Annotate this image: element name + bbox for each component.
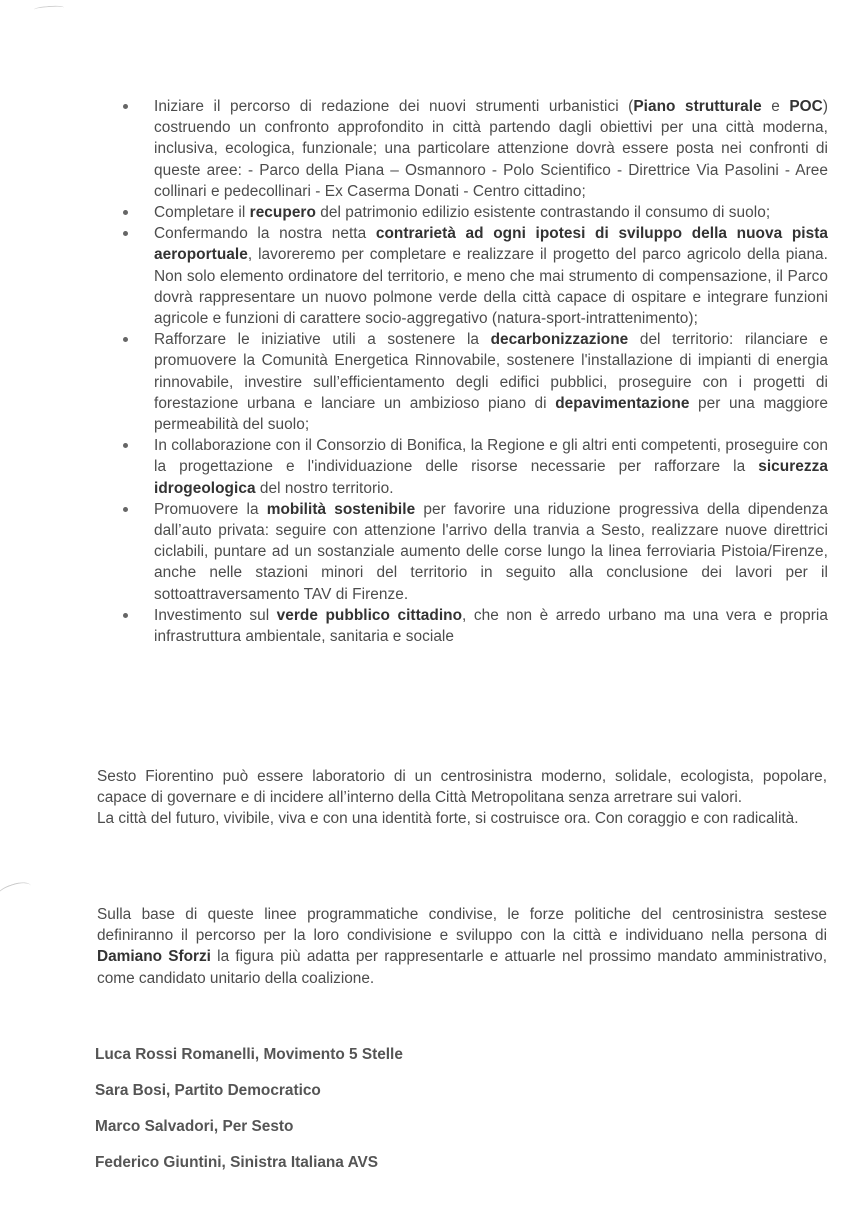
scan-artifact-mark — [34, 5, 64, 12]
closing-paragraph-candidate: Sulla base di queste linee programmatiche condivise, le forze politiche del centrosinistra sestese definiranno il percorso per la loro condivisione e sviluppo con la città e individuano nella persona di Damiano Sforzi la figura più adatta per rappresentarle e attuarle nel prossimo mandato amministrativo, come candidato unitario della coalizione. — [97, 906, 827, 987]
bullet-item-urban-planning: Iniziare il percorso di redazione dei nuovi strumenti urbanistici (Piano strutturale e POC) costruendo un confronto approfondito in città partendo dagli obiettivi per una città moderna, inclusiva, ecologica, funzionale; una particolare attenzione dovrà essere posta nei confronti di queste aree: - Parco della Piana – Osmannoro - Polo Scientifico - Direttrice Via Pasolini - Aree collinari e pedecollinari - Ex Caserma Donati - Centro cittadino; — [116, 96, 828, 202]
bullet-dot-icon — [123, 613, 128, 618]
bullet-dot-icon — [123, 337, 128, 342]
bullet-dot-icon — [123, 231, 128, 236]
bullet-item-hydrogeological-safety: In collaborazione con il Consorzio di Bonifica, la Regione e gli altri enti competenti, proseguire con la progettazione e l'individuazione delle risorse necessarie per rafforzare la sicurezza idrogeologica del nostro territorio. — [116, 435, 828, 499]
signatory: Luca Rossi Romanelli, Movimento 5 Stelle — [95, 1046, 403, 1063]
bullet-item-public-green: Investimento sul verde pubblico cittadino, che non è arredo urbano ma una vera e propria infrastruttura ambientale, sanitaria e sociale — [116, 605, 828, 647]
bullet-item-airport-opposition: Confermando la nostra netta contrarietà ad ogni ipotesi di sviluppo della nuova pista aeroportuale, lavoreremo per completare e realizzare il progetto del parco agricolo della piana. Non solo elemento ordinatore del territorio, e meno che mai strumento di compensazione, il Parco dovrà rappresentare un nuovo polmone verde della città capace di ospitare e integrare funzioni agricole e funzioni di carattere socio-aggregativo (natura-sport-intrattenimento); — [116, 223, 828, 329]
bullet-dot-icon — [123, 210, 128, 215]
signatory: Federico Giuntini, Sinistra Italiana AVS — [95, 1154, 379, 1171]
bullet-item-decarbonization: Rafforzare le iniziative utili a sostenere la decarbonizzazione del territorio: rilanciare e promuovere la Comunità Energetica Rinnovabile, sostenere l'installazione di impianti di energia rinnovabile, investire sull’efficientamento degli edifici pubblici, proseguire con i progetti di forestazione urbana e lanciare un ambizioso piano di depavimentazione per una maggiore permeabilità del suolo; — [116, 329, 828, 435]
scan-artifact-mark — [0, 879, 33, 904]
signatory: Marco Salvadori, Per Sesto — [95, 1118, 294, 1135]
program-bullet-list — [116, 96, 828, 647]
bullet-item-building-recovery: Completare il recupero del patrimonio edilizio esistente contrastando il consumo di suolo; — [116, 202, 828, 223]
signatory-list — [95, 1042, 403, 1186]
bullet-item-sustainable-mobility: Promuovere la mobilità sostenibile per favorire una riduzione progressiva della dipendenza dall’auto privata: seguire con attenzione l'arrivo della tranvia a Sesto, realizzare nuove direttrici ciclabili, puntare ad un sostanziale aumento delle corse lungo la linea ferroviaria Pistoia/Firenze, anche nelle stazioni minori del territorio in seguito alla conclusione dei lavori per il sottoattraversamento TAV di Firenze. — [116, 499, 828, 605]
candidate-name: Damiano Sforzi — [97, 948, 211, 966]
bullet-dot-icon — [123, 507, 128, 512]
closing-paragraph-vision: Sesto Fiorentino può essere laboratorio di un centrosinistra moderno, solidale, ecologista, popolare, capace di governare e di incidere all’interno della Città Metropolitana senza arretrare sui valori. La città del futuro, vivibile, viva e con una identità forte, si costruisce ora. Con coraggio e con radicalità. — [97, 768, 827, 828]
bullet-dot-icon — [123, 104, 128, 109]
signatory: Sara Bosi, Partito Democratico — [95, 1082, 321, 1099]
bullet-dot-icon — [123, 443, 128, 448]
